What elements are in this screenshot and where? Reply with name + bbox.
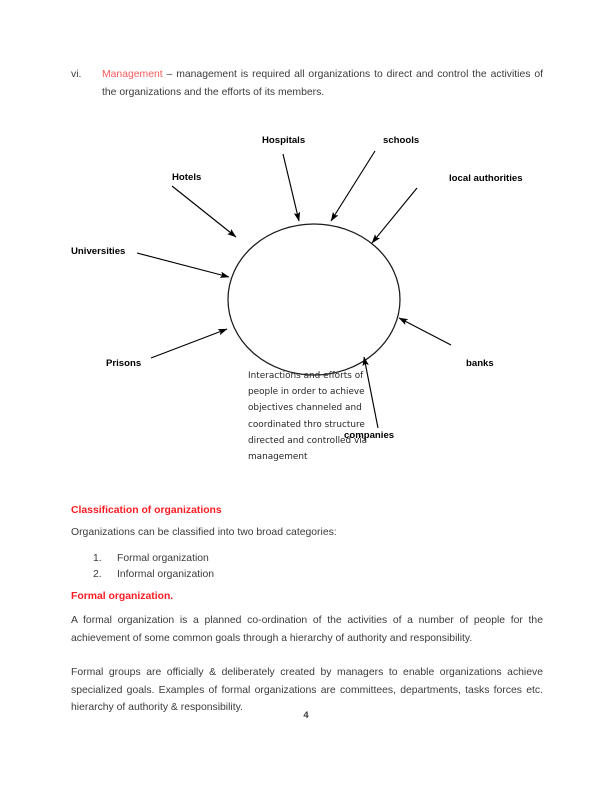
term-management: Management xyxy=(102,69,163,80)
arrow-local-authorities xyxy=(372,188,417,243)
arrow-banks xyxy=(399,318,451,345)
ellipse-line-1: Interactions and efforts of xyxy=(248,371,364,381)
ellipse-line-5: directed and controlled via xyxy=(248,435,368,446)
page-number: 4 xyxy=(303,709,309,720)
diagram-label-companies: companies xyxy=(344,430,395,441)
classification-intro-wrap xyxy=(71,524,543,542)
list-item-management xyxy=(71,66,543,101)
ellipse-line-4: coordinated thro structure xyxy=(248,419,365,430)
classification-list xyxy=(71,551,543,582)
ellipse-line-2: people in order to achieve xyxy=(248,387,365,398)
diagram-label-local-authorities: local authorities xyxy=(449,173,523,184)
formal-organization-paragraph-2: Formal groups are officially & deliberately created by managers to enable organizations achieve specialized goals. Examples of formal organizations are committees, departments, tasks forces etc. hierarchy of authority & responsibility. xyxy=(71,667,543,713)
classification-heading-wrap xyxy=(71,503,543,518)
arrow-schools xyxy=(331,151,375,221)
central-ellipse xyxy=(228,224,400,375)
arrow-hotels xyxy=(172,186,236,237)
formal-heading-wrap xyxy=(71,589,543,604)
list-item-number: 2. xyxy=(93,568,102,580)
list-item-marker: vi. xyxy=(71,69,82,80)
arrow-prisons xyxy=(151,329,227,358)
classification-intro: Organizations can be classified into two broad categories: xyxy=(71,527,337,538)
list-item-label: Formal organization xyxy=(117,553,209,564)
ellipse-description xyxy=(248,368,388,465)
list-item-label: Informal organization xyxy=(117,568,215,580)
list-item-description: – management is required all organizations to direct and control the activities of the organizations and the efforts of its members. xyxy=(102,69,543,98)
list-item xyxy=(71,567,543,583)
ellipse-line-6: management xyxy=(248,452,308,463)
diagram-label-prisons: Prisons xyxy=(106,358,142,369)
diagram-label-banks: banks xyxy=(466,358,494,369)
ellipse-line-3: objectives channeled and xyxy=(248,403,362,414)
formal-para1-wrap xyxy=(71,612,543,647)
classification-list-wrap xyxy=(71,551,543,582)
arrow-hospitals xyxy=(283,154,299,221)
diagram-label-universities: Universities xyxy=(71,246,126,257)
list-item-row xyxy=(71,66,543,101)
formal-organization-heading: Formal organization. xyxy=(71,591,174,602)
diagram-label-hospitals: Hospitals xyxy=(262,135,306,146)
list-item-number: 1. xyxy=(93,553,102,564)
diagram-label-hotels: Hotels xyxy=(172,172,202,183)
arrow-universities xyxy=(137,253,229,277)
diagram-label-schools: schools xyxy=(383,135,420,146)
organizations-diagram xyxy=(0,120,612,463)
list-item xyxy=(71,551,543,567)
classification-heading: Classification of organizations xyxy=(71,505,222,516)
formal-organization-paragraph-1: A formal organization is a planned co-ordination of the activities of a number of people for the achievement of some common goals through a hierarchy of authority and responsibility. xyxy=(71,615,543,644)
list-item-text xyxy=(102,66,543,101)
